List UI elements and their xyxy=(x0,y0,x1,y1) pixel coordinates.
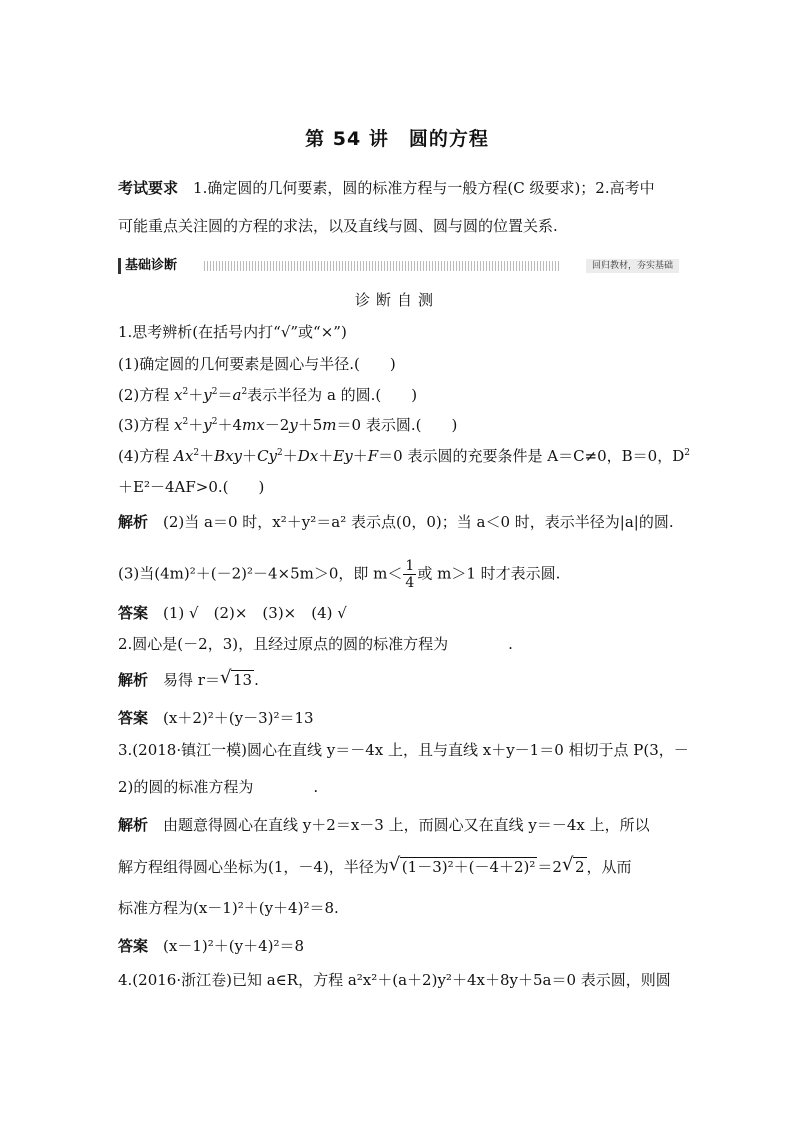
q1-answer xyxy=(118,603,347,623)
q3-analysis-text-2a: 解方程组得圆心坐标为(1，－4)，半径为 xyxy=(118,858,389,876)
q1-s3-prefix: (3)方程 xyxy=(118,416,175,434)
requirements-line-1 xyxy=(118,178,655,198)
q1-analysis-text-2b: 或 m＞1 时才表示圆. xyxy=(417,564,561,583)
q1-answer-text: (1) √ (2)× (3)× (4) √ xyxy=(163,604,347,622)
radical-sign: √ xyxy=(219,667,232,688)
square-root xyxy=(388,854,538,877)
q2-answer-label: 答案 xyxy=(118,709,149,727)
radical-sign: √ xyxy=(561,854,574,875)
q2-stem: 2.圆心是(－2，3)，且经过原点的圆的标准方程为 . xyxy=(118,635,513,653)
q3-answer-label: 答案 xyxy=(118,937,149,955)
q2-stem-text: 2.圆心是(－2，3)，且经过原点的圆的标准方程为 xyxy=(118,635,449,653)
square-root xyxy=(219,667,254,690)
q3-analysis-text-2b: ＝2 xyxy=(537,858,562,876)
fraction-denominator: 4 xyxy=(405,575,415,591)
requirements-line-2: 可能重点关注圆的方程的求法，以及直线与圆、圆与圆的位置关系. xyxy=(118,217,558,235)
q1-statement-2: (2)方程 $x^2+y^2=a^2$表示半径为 a 的圆.( ) xyxy=(118,386,418,404)
q2-answer-text: (x＋2)²＋(y－3)²＝13 xyxy=(163,709,314,727)
section-banner-title: 基础诊断 xyxy=(118,258,181,274)
requirements-label: 考试要求 xyxy=(118,179,179,197)
q3-analysis-3: 标准方程为(x－1)²＋(y＋4)²＝8. xyxy=(118,899,339,917)
radicand: 13 xyxy=(232,671,253,689)
q3-analysis-text-2c: ，从而 xyxy=(586,858,632,876)
q1-analysis-text-1: (2)当 a＝0 时，x²＋y²＝a² 表示点(0，0)；当 a＜0 时，表示半径为|a|的圆. xyxy=(163,513,674,531)
q3-stem-1: 3.(2018·镇江一模)圆心在直线 y＝－4x 上，且与直线 x＋y－1＝0 相切于点 P(3，－ xyxy=(118,741,689,759)
section-subtitle: 诊断自测 xyxy=(354,291,439,309)
q3-analysis-2 xyxy=(118,854,632,877)
q1-statement-3: (3)方程 $x^2+y^2+4mx-2y+5m=0$ 表示圆.( ) xyxy=(118,416,458,434)
q3-analysis-text-1: 由题意得圆心在直线 y＋2＝x－3 上，而圆心又在直线 y＝－4x 上，所以 xyxy=(163,816,650,834)
radicand: 2 xyxy=(574,858,585,876)
q1-analysis-label: 解析 xyxy=(118,513,149,531)
q1-s2-suffix: 表示半径为 a 的圆.( ) xyxy=(247,386,418,404)
q1-answer-label: 答案 xyxy=(118,604,149,622)
q1-s3-suffix: 表示圆.( ) xyxy=(365,416,458,434)
q3-stem-2: 2)的圆的标准方程为 . xyxy=(118,778,319,796)
q3-answer-text: (x－1)²＋(y＋4)²＝8 xyxy=(163,937,305,955)
section-banner xyxy=(118,258,679,274)
banner-pattern xyxy=(204,261,561,271)
q1-analysis-text-2a: (3)当(4m)²＋(－2)²－4×5m＞0，即 m＜ xyxy=(118,564,403,583)
q1-statement-4-cont: ＋E²－4AF>0.( ) xyxy=(118,478,265,496)
q3-answer xyxy=(118,936,304,956)
q1-s4-prefix: (4)方程 xyxy=(118,447,175,465)
section-banner-tagline: 回归教材，夯实基础 xyxy=(586,259,679,273)
fraction-numerator: 1 xyxy=(405,558,415,574)
page-title: 第 54 讲 圆的方程 xyxy=(305,128,489,150)
q1-analysis-2 xyxy=(118,558,560,591)
q1-stem: 1.思考辨析(在括号内打“√”或“×”) xyxy=(118,323,347,341)
q1-s4-suffix: 表示圆的充要条件是 A＝C≠0，B＝0，D xyxy=(407,447,685,465)
radical-sign: √ xyxy=(388,854,401,875)
q1-statement-1: (1)确定圆的几何要素是圆心与半径.( ) xyxy=(118,355,396,373)
q2-analysis-label: 解析 xyxy=(118,671,149,689)
q3-analysis-label: 解析 xyxy=(118,816,149,834)
q1-analysis-1 xyxy=(118,512,674,532)
q2-answer xyxy=(118,708,314,728)
fraction-one-quarter xyxy=(403,558,416,591)
q3-stem-2-text: 2)的圆的标准方程为 xyxy=(118,778,254,796)
q1-statement-4: (4)方程 $Ax^2+Bxy+Cy^2+Dx+Ey+F=0$ 表示圆的充要条件是 A＝C≠0，B＝0，$D^2$ xyxy=(118,447,690,465)
radicand: (1－3)²＋(－4＋2)² xyxy=(401,858,536,876)
square-root xyxy=(561,854,587,877)
requirements-text-1: 1.确定圆的几何要素，圆的标准方程与一般方程(C 级要求)；2.高考中 xyxy=(193,179,655,197)
q3-analysis-1 xyxy=(118,815,650,835)
q2-analysis: 解析 易得 r＝ √ 13 . xyxy=(118,667,259,689)
q2-analysis-text: 易得 r＝ xyxy=(163,671,220,689)
q4-stem-1: 4.(2016·浙江卷)已知 a∈R，方程 a²x²＋(a＋2)y²＋4x＋8y＋5a＝0 表示圆，则圆 xyxy=(118,971,671,989)
q1-s2-prefix: (2)方程 xyxy=(118,386,175,404)
